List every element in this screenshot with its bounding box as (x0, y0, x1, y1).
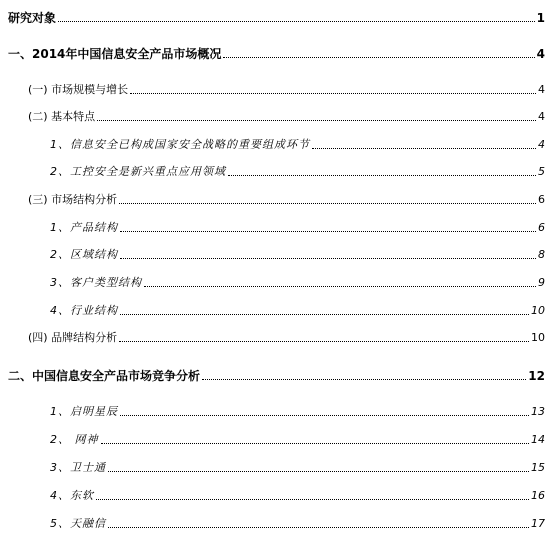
toc-entry-item-2-4[interactable] (0, 486, 553, 504)
toc-entry-item-1-3-1[interactable] (0, 218, 553, 236)
toc-entry-text: 1、产品结构 (50, 221, 118, 234)
toc-dot-leader (120, 231, 536, 232)
toc-dot-leader (97, 120, 536, 121)
toc-page-number: 16 (531, 489, 545, 502)
toc-entry-text: (四) 品牌结构分析 (28, 331, 118, 344)
toc-entry-text: 一、2014年中国信息安全产品市场概况 (8, 47, 222, 61)
toc-entry-text: 1、信息安全已构成国家安全战略的重要组成环节 (50, 138, 310, 151)
toc-dot-leader (108, 471, 529, 472)
toc-dot-leader (108, 527, 529, 528)
toc-page-number: 1 (536, 11, 545, 25)
toc-page-number: 10 (531, 304, 545, 317)
toc-page-number: 4 (538, 138, 545, 151)
toc-entry-text: 2、区域结构 (50, 248, 118, 261)
toc-entry-item-1-3-4[interactable] (0, 301, 553, 319)
toc-entry-item-2-1[interactable] (0, 402, 553, 420)
toc-dot-leader (223, 57, 534, 58)
toc-entry-text: 3、客户类型结构 (50, 276, 142, 289)
toc-page-number: 13 (531, 405, 545, 418)
toc-page-number: 4 (538, 83, 545, 96)
toc-page-number: 9 (538, 276, 545, 289)
toc-entry-research-object[interactable] (0, 8, 553, 26)
toc-entry-section-1-1[interactable] (0, 80, 553, 98)
toc-dot-leader (202, 379, 526, 380)
toc-dot-leader (120, 258, 536, 259)
toc-entry-text: 2、工控安全是新兴重点应用领域 (50, 165, 226, 178)
toc-entry-section-1-4[interactable] (0, 328, 553, 346)
toc-dot-leader (312, 148, 536, 149)
toc-entry-chapter-1[interactable] (0, 44, 553, 62)
toc-entry-chapter-2[interactable] (0, 366, 553, 384)
toc-entry-item-2-3[interactable] (0, 458, 553, 476)
toc-page-number: 4 (536, 47, 545, 61)
toc-entry-item-1-2-2[interactable] (0, 162, 553, 180)
toc-page-number: 14 (531, 433, 545, 446)
toc-entry-text: (一) 市场规模与增长 (28, 83, 129, 96)
toc-page-number: 15 (531, 461, 545, 474)
toc-entry-item-1-2-1[interactable] (0, 135, 553, 153)
toc-entry-text: 二、中国信息安全产品市场竞争分析 (8, 369, 201, 383)
toc-dot-leader (130, 93, 536, 94)
toc-entry-text: (三) 市场结构分析 (28, 193, 118, 206)
toc-entry-item-1-3-3[interactable] (0, 273, 553, 291)
toc-entry-text: 5、天融信 (50, 517, 106, 530)
toc-dot-leader (119, 203, 536, 204)
toc-entry-text: (二) 基本特点 (28, 110, 96, 123)
toc-dot-leader (96, 499, 529, 500)
toc-page-number: 8 (538, 248, 545, 261)
toc-entry-text: 1、启明星辰 (50, 405, 118, 418)
toc-dot-leader (119, 341, 529, 342)
toc-dot-leader (120, 314, 529, 315)
toc-dot-leader (144, 286, 536, 287)
toc-dot-leader (120, 415, 529, 416)
toc-entry-section-1-3[interactable] (0, 190, 553, 208)
toc-entry-text: 4、行业结构 (50, 304, 118, 317)
toc-entry-text: 研究对象 (8, 11, 57, 25)
toc-entry-item-2-2[interactable] (0, 430, 553, 448)
toc-dot-leader (58, 21, 535, 22)
toc-page-number: 17 (531, 517, 545, 530)
toc-page-number: 4 (538, 110, 545, 123)
toc-entry-item-1-3-2[interactable] (0, 245, 553, 263)
toc-entry-text: 2、 网神 (50, 433, 99, 446)
toc-entry-item-2-5[interactable] (0, 514, 553, 532)
toc-page-number: 12 (528, 369, 545, 383)
toc-page-number: 10 (531, 331, 545, 344)
toc-entry-text: 3、卫士通 (50, 461, 106, 474)
toc-dot-leader (101, 443, 530, 444)
toc-page-number: 6 (538, 221, 545, 234)
toc-page-number: 6 (538, 193, 545, 206)
toc-entry-text: 4、东软 (50, 489, 94, 502)
toc-page-number: 5 (538, 165, 545, 178)
toc-dot-leader (228, 175, 536, 176)
toc-entry-section-1-2[interactable] (0, 107, 553, 125)
